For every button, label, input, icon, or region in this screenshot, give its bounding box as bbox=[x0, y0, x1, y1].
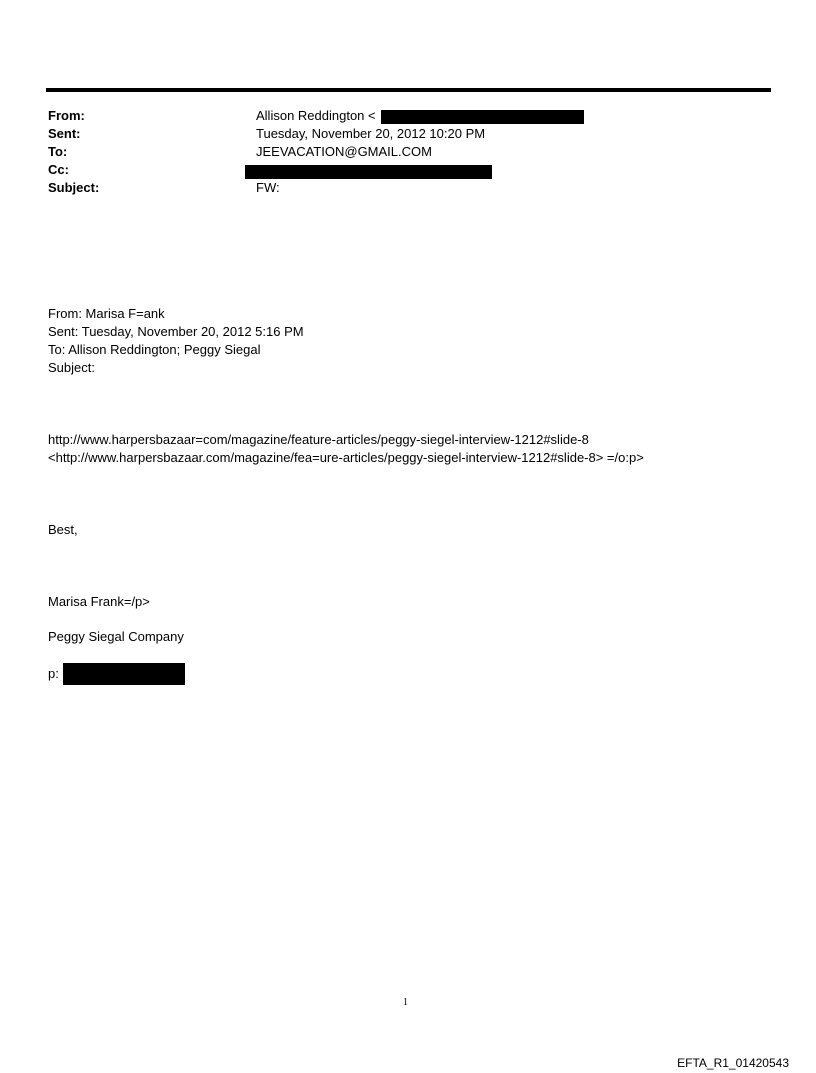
sent-label: Sent: bbox=[48, 126, 81, 141]
to-label: To: bbox=[48, 144, 68, 159]
forwarded-sent: Sent: Tuesday, November 20, 2012 5:16 PM bbox=[48, 324, 304, 339]
article-link-bracketed[interactable]: <http://www.harpersbazaar.com/magazine/fea=ure-articles/peggy-siegel-interview-1212#slide-8> =/o:p> bbox=[48, 450, 644, 465]
to-value: JEEVACATION@GMAIL.COM bbox=[256, 144, 432, 159]
redaction-from-email bbox=[381, 110, 584, 124]
subject-label: Subject: bbox=[48, 180, 100, 195]
cc-label: Cc: bbox=[48, 162, 69, 177]
forwarded-from: From: Marisa F=ank bbox=[48, 306, 165, 321]
from-label: From: bbox=[48, 108, 85, 123]
from-value: Allison Reddington < bbox=[256, 108, 376, 123]
closing: Best, bbox=[48, 522, 78, 537]
subject-value: FW: bbox=[256, 180, 280, 195]
signature-phone-label: p: bbox=[48, 666, 59, 681]
header-rule bbox=[46, 88, 771, 92]
forwarded-to: To: Allison Reddington; Peggy Siegal bbox=[48, 342, 261, 357]
redaction-cc bbox=[245, 165, 492, 179]
forwarded-subject: Subject: bbox=[48, 360, 95, 375]
sent-value: Tuesday, November 20, 2012 10:20 PM bbox=[256, 126, 486, 141]
bates-number: EFTA_R1_01420543 bbox=[677, 1056, 789, 1070]
article-link[interactable]: http://www.harpersbazaar=com/magazine/feature-articles/peggy-siegel-interview-1212#slide-8 bbox=[48, 432, 589, 447]
signature-name: Marisa Frank=/p> bbox=[48, 594, 150, 609]
redaction-phone bbox=[63, 663, 185, 685]
email-header bbox=[48, 108, 768, 198]
signature-company: Peggy Siegal Company bbox=[48, 629, 184, 644]
page-number: 1 bbox=[403, 997, 408, 1008]
